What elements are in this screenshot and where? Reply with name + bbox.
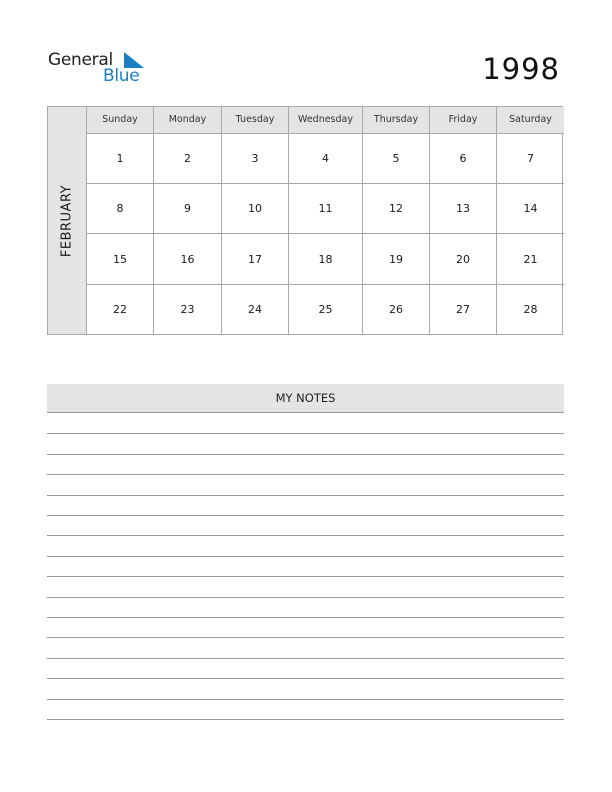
day-cell: 16 [154, 234, 222, 283]
weekday-sunday: Sunday [87, 107, 154, 133]
note-line [47, 658, 564, 659]
note-line [47, 454, 564, 455]
weekday-monday: Monday [154, 107, 222, 133]
day-cell: 23 [154, 285, 222, 334]
note-line [47, 597, 564, 598]
day-cell: 21 [523, 252, 538, 266]
day-cell: 28 [523, 302, 538, 316]
day-cell: 5 [363, 134, 430, 183]
day-cell: 14 [523, 202, 538, 216]
weekday-saturday: Saturday [509, 114, 552, 126]
note-line [47, 576, 564, 577]
day-cell: 4 [289, 134, 363, 183]
note-line [47, 678, 564, 679]
week-row [87, 133, 564, 183]
weekday-header-row [87, 107, 564, 133]
notes-title: MY NOTES [47, 384, 564, 413]
note-line [47, 637, 564, 638]
day-cell: 13 [430, 184, 497, 233]
month-label: FEBRUARY [59, 184, 75, 257]
note-line [47, 474, 564, 475]
day-cell: 24 [222, 285, 289, 334]
day-cell: 11 [289, 184, 363, 233]
note-line [47, 699, 564, 700]
day-cell: 10 [222, 184, 289, 233]
weekday-tuesday: Tuesday [222, 107, 289, 133]
day-cell: 3 [222, 134, 289, 183]
day-cell: 7 [527, 152, 534, 166]
note-line [47, 556, 564, 557]
note-line [47, 515, 564, 516]
note-line [47, 433, 564, 434]
week-row [87, 183, 564, 233]
note-line [47, 495, 564, 496]
day-cell: 1 [87, 134, 154, 183]
week-row [87, 284, 564, 334]
day-cell: 15 [87, 234, 154, 283]
year-title: 1998 [482, 52, 560, 86]
day-cell: 26 [363, 285, 430, 334]
note-line [47, 719, 564, 720]
day-cell: 22 [87, 285, 154, 334]
day-cell: 19 [363, 234, 430, 283]
note-line [47, 535, 564, 536]
week-row [87, 233, 564, 283]
day-cell: 20 [430, 234, 497, 283]
day-cell: 2 [154, 134, 222, 183]
weekday-thursday: Thursday [363, 107, 430, 133]
day-cell: 18 [289, 234, 363, 283]
day-cell: 27 [430, 285, 497, 334]
month-sidebar [48, 107, 87, 334]
month-calendar [47, 106, 563, 335]
brand-logo-general: General [48, 50, 113, 70]
brand-logo-blue: Blue [103, 66, 140, 86]
day-cell: 9 [154, 184, 222, 233]
brand-logo [48, 50, 158, 90]
day-cell: 17 [222, 234, 289, 283]
weekday-wednesday: Wednesday [289, 107, 363, 133]
day-cell: 12 [363, 184, 430, 233]
day-cell: 8 [87, 184, 154, 233]
weekday-friday: Friday [430, 107, 497, 133]
calendar-grid [87, 107, 564, 334]
note-line [47, 617, 564, 618]
day-cell: 25 [289, 285, 363, 334]
day-cell: 6 [430, 134, 497, 183]
